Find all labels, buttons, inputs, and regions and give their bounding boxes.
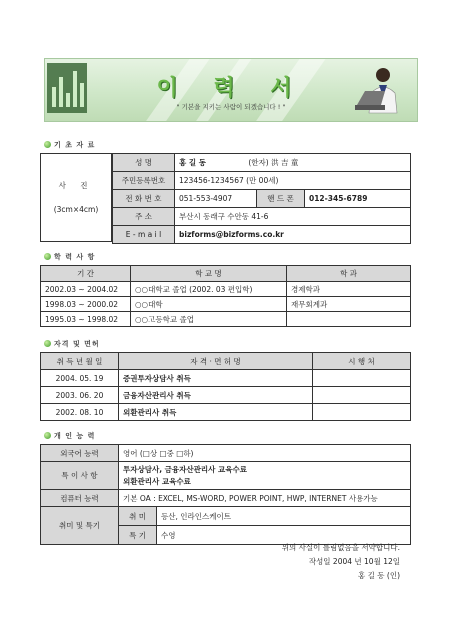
person-at-laptop-icon (351, 63, 409, 121)
address-value: 부산시 동래구 수안동 41-6 (175, 208, 411, 226)
rrn-label: 주민등록번호 (113, 172, 175, 190)
resume-subtitle: " 기본을 지키는 사람이 되겠습니다 ! " (176, 103, 286, 111)
special-line-1: 투자상담사, 금융자산관리사 교육수료 (123, 464, 247, 474)
signature-line: 홍 길 동 (인) (358, 571, 400, 580)
bullet-icon (44, 340, 51, 347)
photo-box (40, 153, 112, 242)
certs-header-issuer: 시 행 처 (313, 353, 411, 370)
section-basic-heading: 기 초 자 료 (44, 140, 95, 150)
bullet-icon (44, 432, 51, 439)
hanja-label: (한자) (248, 158, 269, 167)
phone-value: 051-553-4907 (175, 190, 257, 208)
table-row (41, 370, 411, 387)
education-header-period: 기 간 (41, 266, 131, 282)
education-header-school: 학 교 명 (131, 266, 287, 282)
hobby-value: 등산, 인라인스케이트 (157, 507, 411, 526)
table-row (41, 404, 411, 421)
special-label: 특 이 사 항 (41, 462, 119, 490)
hobby-sub-label: 취 미 (119, 507, 157, 526)
lang-label: 외국어 능력 (41, 445, 119, 462)
mobile-label: 핸 드 폰 (257, 190, 305, 208)
special-line-2: 외환관리사 교육수료 (123, 476, 191, 486)
section-education-heading: 학 력 사 항 (44, 252, 95, 262)
cert-date: 2003. 06. 20 (41, 387, 119, 404)
computer-value: 기본 OA : EXCEL, MS-WORD, POWER POINT, HWP, INTERNET 사용가능 (119, 490, 411, 507)
education-school: ○○고등학교 졸업 (131, 312, 287, 327)
certs-header-date: 취 득 년 월 일 (41, 353, 119, 370)
education-major: 재무회계과 (287, 297, 411, 312)
education-period: 1998.03 ~ 2000.02 (41, 297, 131, 312)
photo-label: 사 진 (58, 181, 94, 190)
bullet-icon (44, 253, 51, 260)
talent-value: 수영 (157, 526, 411, 545)
table-row (41, 297, 411, 312)
table-row (41, 312, 411, 327)
education-major: 경제학과 (287, 282, 411, 297)
cert-issuer (313, 370, 411, 387)
table-row (41, 282, 411, 297)
name-row (175, 154, 411, 172)
basic-info-table (112, 153, 411, 244)
resume-title: 이 력 서 (156, 76, 306, 101)
rrn-value: 123456-1234567 (만 00세) (175, 172, 411, 190)
cert-issuer (313, 387, 411, 404)
email-label: E - m a i l (113, 226, 175, 244)
date-line: 작성일 2004 년 10월 12일 (308, 557, 400, 566)
section-certs-heading: 자격 및 면허 (44, 339, 100, 349)
education-school: ○○대학교 졸업 (2002. 03 편입학) (131, 282, 287, 297)
cert-date: 2004. 05. 19 (41, 370, 119, 387)
talent-sub-label: 특 기 (119, 526, 157, 545)
certs-table (40, 352, 411, 421)
certs-header-name: 자 격 · 면 허 명 (119, 353, 313, 370)
cert-name: 금융자산관리사 취득 (119, 387, 313, 404)
footer-declaration (282, 541, 400, 583)
education-table (40, 265, 411, 327)
title-banner (44, 58, 418, 122)
education-school: ○○대학 (131, 297, 287, 312)
cert-name: 외환관리사 취득 (119, 404, 313, 421)
address-label: 주 소 (113, 208, 175, 226)
lang-value: 영어 (□상 □중 □하) (119, 445, 411, 462)
computer-label: 컴퓨터 능력 (41, 490, 119, 507)
table-row (41, 387, 411, 404)
education-major (287, 312, 411, 327)
mobile-value: 012-345-6789 (305, 190, 411, 208)
name-value: 홍 길 동 (179, 158, 206, 167)
education-period: 1995.03 ~ 1998.02 (41, 312, 131, 327)
photo-size: (3cm×4cm) (53, 205, 99, 214)
cert-issuer (313, 404, 411, 421)
cert-name: 증권투자상담사 취득 (119, 370, 313, 387)
bullet-icon (44, 141, 51, 148)
cert-date: 2002. 08. 10 (41, 404, 119, 421)
special-value (119, 462, 411, 490)
education-period: 2002.03 ~ 2004.02 (41, 282, 131, 297)
phone-label: 전 화 번 호 (113, 190, 175, 208)
education-header-major: 학 과 (287, 266, 411, 282)
section-skills-heading: 개 인 능 력 (44, 431, 95, 441)
skills-table (40, 444, 411, 545)
hobby-label: 취미 및 특기 (41, 507, 119, 545)
email-value: bizforms@bizforms.co.kr (175, 226, 411, 244)
declaration-line: 위의 사실이 틀림없음을 서약합니다. (281, 543, 400, 552)
name-label: 성 명 (113, 154, 175, 172)
hanja-value: 洪 吉 童 (271, 158, 299, 167)
